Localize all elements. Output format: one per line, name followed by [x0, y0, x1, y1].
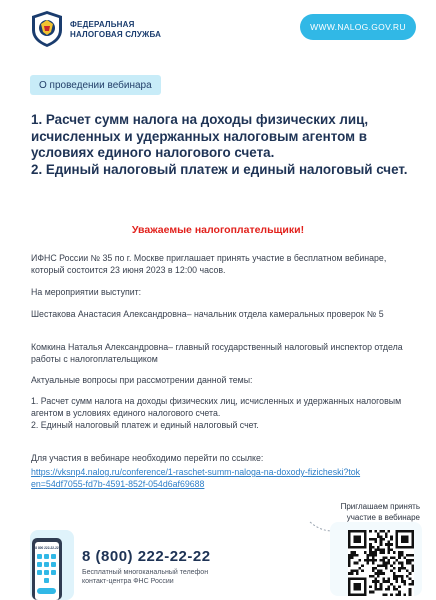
- invite-line1: Приглашаем принять: [340, 502, 420, 511]
- question-2: 2. Единый налоговый платеж и единый налоговый счет.: [31, 420, 259, 430]
- phone-number[interactable]: 8 (800) 222-22-22: [82, 548, 211, 565]
- fns-emblem-icon: [30, 10, 64, 48]
- header: [0, 0, 436, 62]
- speaker-1: Шестакова Анастасия Александровна– начальник отдела камеральных проверок № 5: [31, 309, 384, 319]
- phone-caption-line1: Бесплатный многоканальный телефон: [82, 569, 209, 576]
- webinar-link[interactable]: https://vksnp4.nalog.ru/conference/1-raschet-summ-naloga-na-doxody-fizicheski?token=54df7055-fd7b-4591-852f-054d6af69688: [31, 467, 361, 489]
- site-link-button[interactable]: WWW.NALOG.GOV.RU: [300, 14, 416, 40]
- org-name-line1: ФЕДЕРАЛЬНАЯ: [70, 20, 135, 29]
- question-1: 1. Расчет сумм налога на доходы физических лиц, исчисленных и удержанных налоговым агентом в условиях единого налогового счета.: [31, 396, 402, 418]
- speaker-2: Комкина Наталья Александровна– главный государственный налоговый инспектор отдела работы с налогоплательщиком: [31, 342, 403, 364]
- topic-1: 1. Расчет сумм налога на доходы физических лиц, исчисленных и удержанных налоговым агентом в условиях единого налогового счета.: [31, 112, 369, 160]
- phone-illustration-icon: [22, 530, 74, 600]
- phone-caption: [82, 568, 282, 586]
- invite-line2: участие в вебинаре: [346, 512, 420, 522]
- org-name: [70, 20, 161, 40]
- link-intro: Для участия в вебинаре необходимо перейти по ссылке:: [31, 453, 264, 463]
- questions-heading: Актуальные вопросы при рассмотрении данной темы:: [31, 375, 253, 385]
- topic-2: 2. Единый налоговый платеж и единый налоговый счет.: [31, 161, 408, 177]
- greeting: Уважаемые налогоплательщики!: [131, 224, 305, 236]
- org-name-line2: НАЛОГОВАЯ СЛУЖБА: [70, 30, 162, 39]
- phone-caption-line2: контакт-центра ФНС России: [82, 578, 174, 585]
- qr-code-icon[interactable]: [348, 530, 414, 596]
- topic-title: [31, 112, 411, 178]
- phone-screen-number: 8 800 222-22-22: [35, 546, 59, 550]
- speakers-heading: На мероприятии выступит:: [31, 287, 142, 297]
- intro-text: ИФНС России № 35 по г. Москве приглашает принять участие в бесплатном вебинаре, который состоится 23 июня 2023 в 12:00 часов.: [31, 253, 387, 275]
- section-pill: О проведении вебинара: [30, 75, 161, 95]
